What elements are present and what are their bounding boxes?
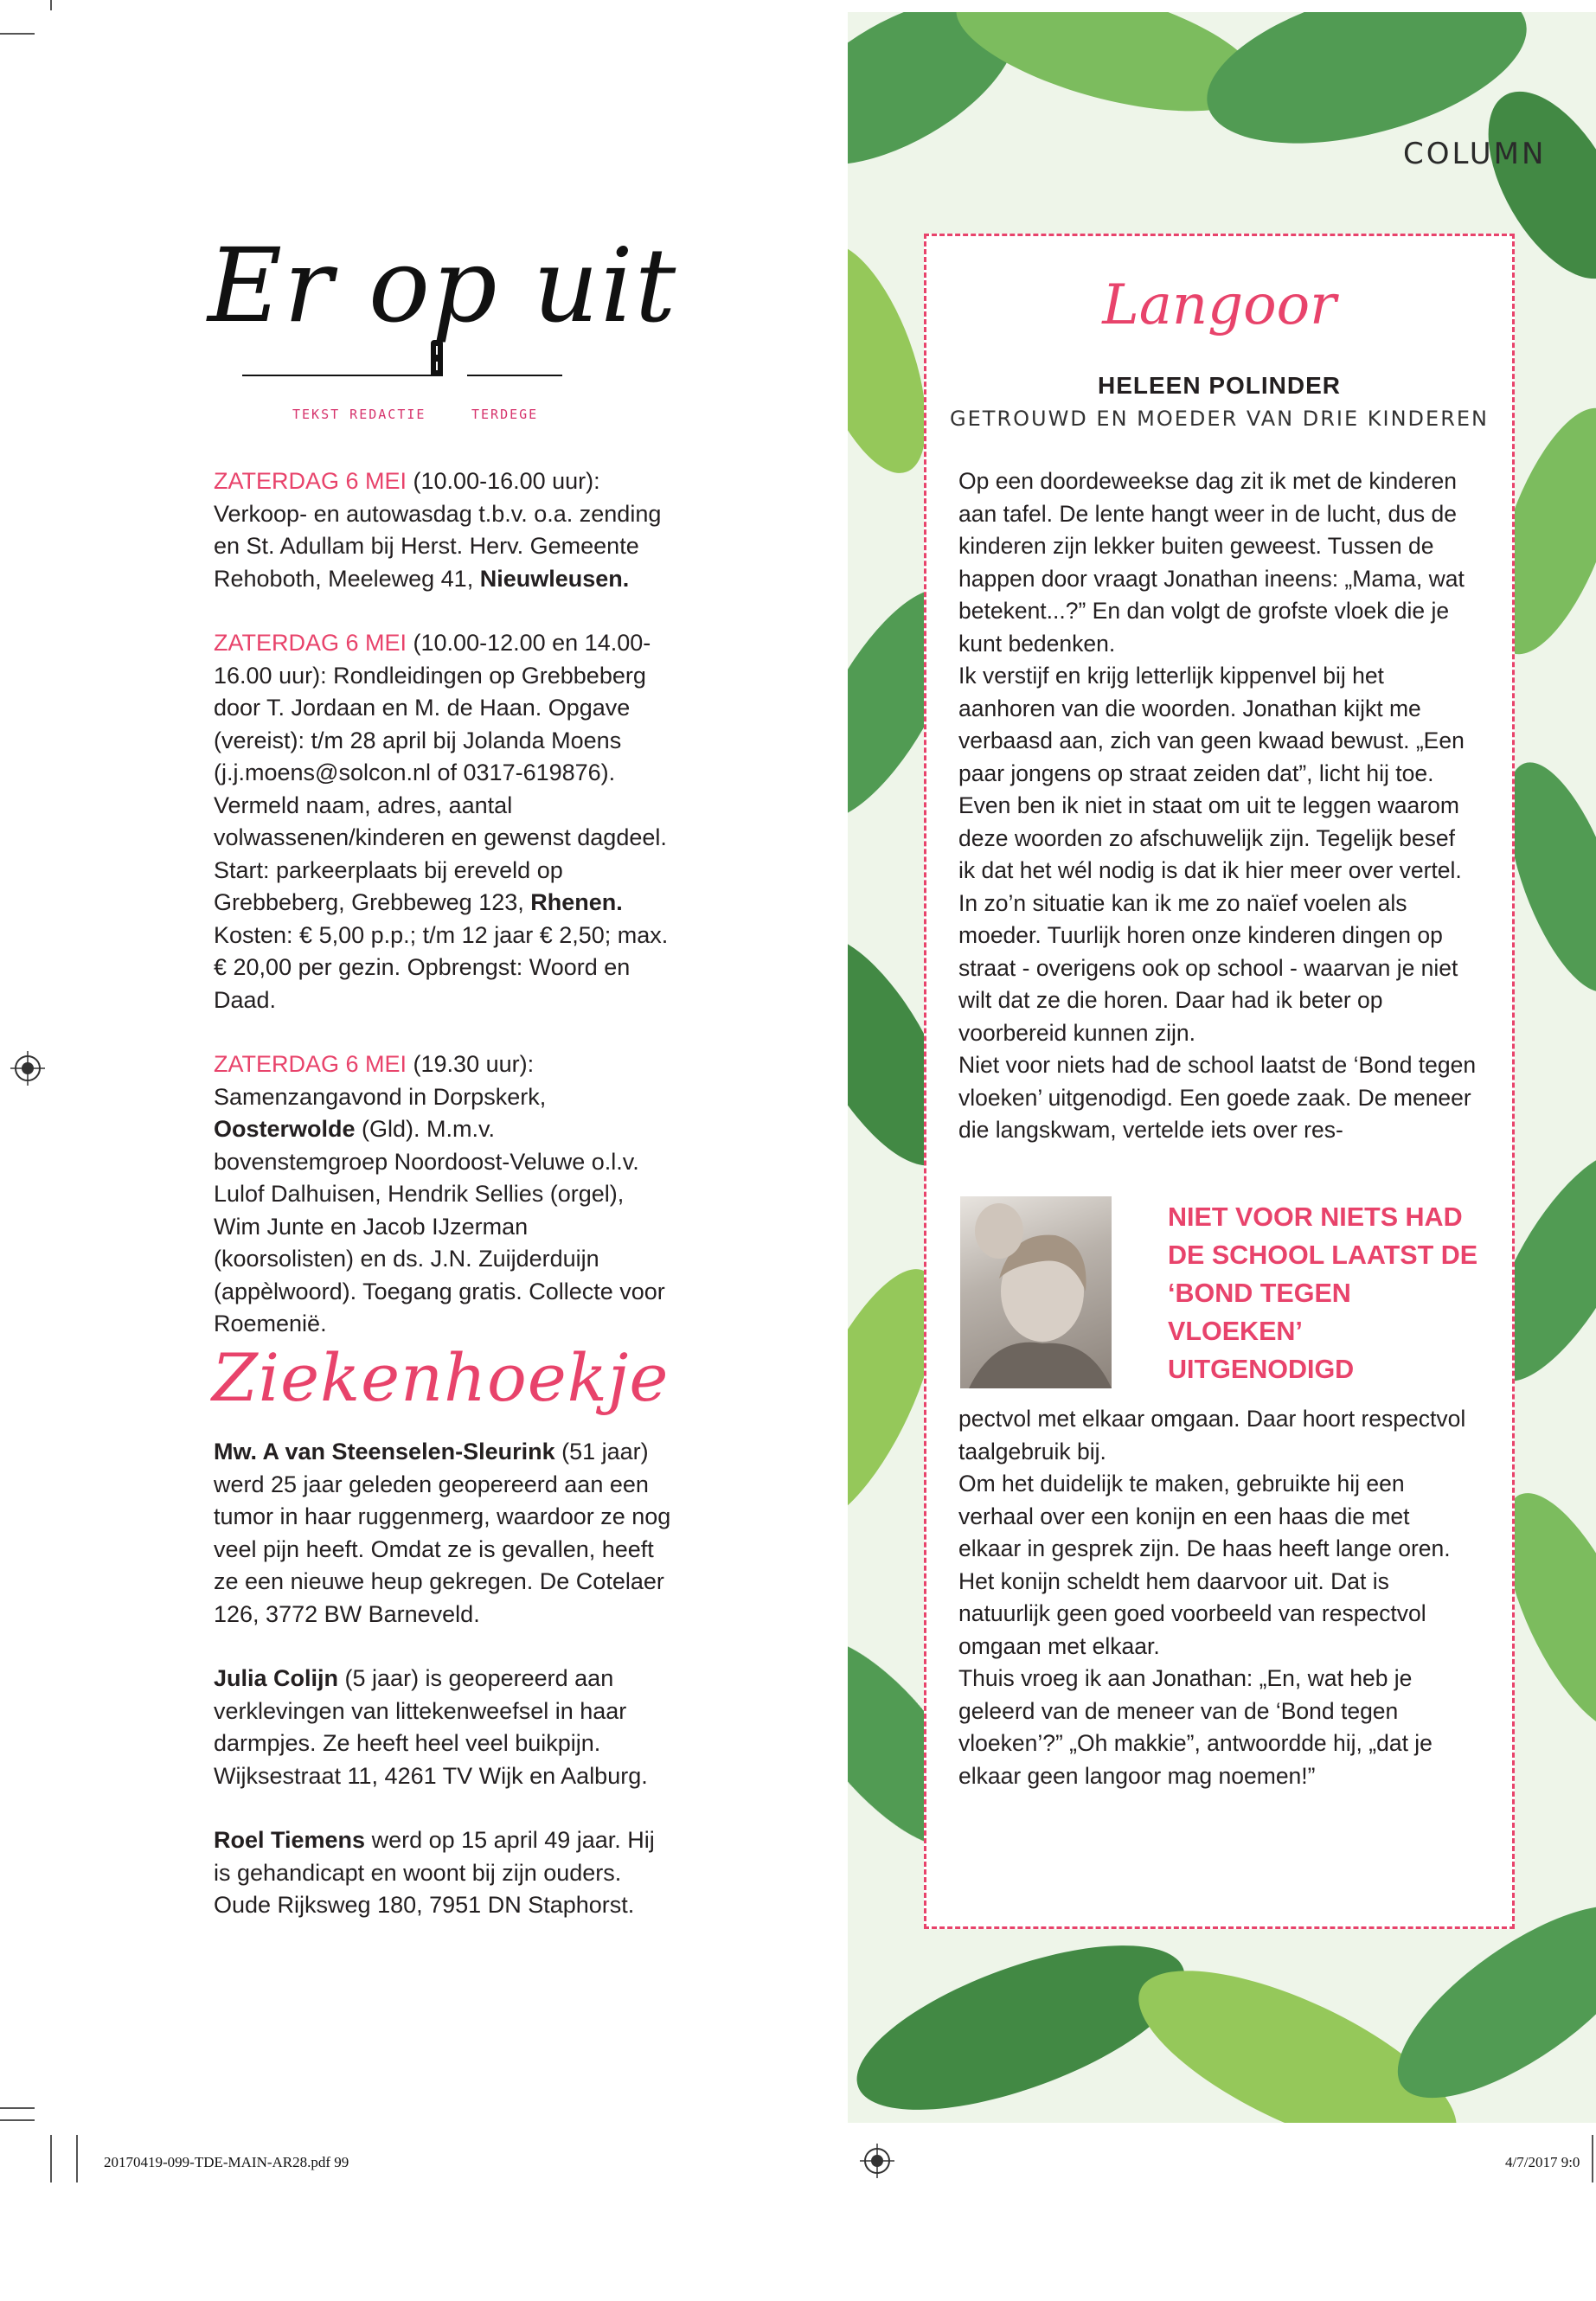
patient-item xyxy=(214,1824,672,1922)
column-body-bottom xyxy=(958,1403,1477,1792)
event-place: Nieuwleusen. xyxy=(479,565,630,592)
crop-mark xyxy=(0,2107,35,2109)
event-item xyxy=(214,1048,672,1341)
patient-item xyxy=(214,1663,672,1792)
credit-right: TERDEGE xyxy=(471,407,539,422)
event-date: ZATERDAG 6 MEI xyxy=(214,630,407,656)
ziekenhoekje-list xyxy=(214,1436,672,1954)
event-tail: (Gld). M.m.v. bovenstemgroep Noordoost-Veluwe o.l.v. Lulof Dalhuisen, Hendrik Sellies (orgel), Wim Junte en Jacob IJzerman (koorsolisten) en ds. J.N. Zuijderduijn (appèlwoord). Toegang gratis. Collecte voor Roemenië. xyxy=(214,1116,665,1336)
patient-text: werd op 15 april 49 jaar. Hij is gehandicapt en woont bij zijn ouders. Oude Rijksweg 180, 7951 DN Staphorst. xyxy=(214,1827,655,1918)
er-op-uit-title: Er op uit xyxy=(208,226,678,345)
event-place: Oosterwolde xyxy=(214,1116,356,1142)
footer-file: 20170419-099-TDE-MAIN-AR28.pdf 99 xyxy=(104,2154,349,2170)
patient-text: (51 jaar) werd 25 jaar geleden geopereerd aan een tumor in haar ruggenmerg, waardoor ze nog veel pijn heeft. Omdat ze is gevallen, heeft ze een nieuwe heup gekregen. De Cotelaer 126, 3772 BW Barneveld. xyxy=(214,1439,671,1627)
column-body-top xyxy=(958,465,1477,1147)
column-label: COLUMN xyxy=(1403,137,1547,171)
crop-mark xyxy=(0,33,35,35)
author-photo xyxy=(960,1196,1112,1388)
credit-left: TEKST REDACTIE xyxy=(292,407,426,422)
crop-mark xyxy=(1592,2135,1593,2182)
patient-name: Julia Colijn xyxy=(214,1665,339,1691)
paragraph: Op een doordeweekse dag zit ik met de kinderen aan tafel. De lente hangt weer in de lucht, dus de kinderen zijn lekker buiten geweest. Tussen de happen door vraagt Jonathan ineens: „Mama, wat betekent...?” En dan volgt de grofste vloek die je kunt bedenken. xyxy=(958,468,1465,657)
patient-name: Mw. A van Steenselen-Sleurink xyxy=(214,1439,555,1465)
crop-mark xyxy=(50,2135,52,2182)
column-title: Langoor xyxy=(1102,273,1336,337)
pull-quote: NIET VOOR NIETS HAD DE SCHOOL LAATST DE ‘BOND TEGEN VLOEKEN’ UITGENODIGD xyxy=(1168,1202,1478,1384)
registration-mark-icon xyxy=(860,2144,894,2178)
paragraph: Ik verstijf en krijg letterlijk kippenvel bij het aanhoren van die woorden. Jonathan kijkt me verbaasd aan, zich van geen kwaad bewust. „Een paar jongens op straat zeiden dat”, licht hij toe. Even ben ik niet in staat om uit te leggen waarom deze woorden zo afschuwelijk zijn. Tegelijk besef ik dat het wél nodig is dat ik hier meer over vertel. xyxy=(958,663,1465,883)
portrait-icon xyxy=(960,1196,1112,1388)
ziekenhoekje-title: Ziekenhoekje xyxy=(212,1339,670,1416)
crop-mark xyxy=(50,0,52,10)
event-item xyxy=(214,465,672,595)
crop-mark xyxy=(76,2135,78,2182)
author-subtitle: GETROUWD EN MOEDER VAN DRIE KINDEREN xyxy=(950,407,1489,431)
event-item xyxy=(214,627,672,1016)
footer-date: 4/7/2017 9:0 xyxy=(1505,2154,1580,2170)
crop-mark xyxy=(0,2119,35,2121)
event-date: ZATERDAG 6 MEI xyxy=(214,468,407,494)
author-name: HELEEN POLINDER xyxy=(1097,372,1342,399)
events-list xyxy=(214,465,672,1373)
paragraph: Om het duidelijk te maken, gebruikte hij een verhaal over een konijn en een haas die met elkaar in gesprek zijn. De haas heeft lange oren. Het konijn scheldt hem daarvoor uit. Dat is natuurlijk geen goed voorbeeld van respectvol omgaan met elkaar. xyxy=(958,1471,1451,1659)
registration-mark-icon xyxy=(10,1051,45,1086)
event-date: ZATERDAG 6 MEI xyxy=(214,1051,407,1077)
event-text: (10.00-12.00 en 14.00-16.00 uur): Rondleidingen op Grebbeberg door T. Jordaan en M. de Haan. Opgave (vereist): t/m 28 april bij Jolanda Moens (j.j.moens@solcon.nl of 0317-619876). Vermeld naam, adres, aantal volwassenen/kinderen en gewenst dagdeel. Start: parkeerplaats bij ereveld op Grebbeberg, Grebbeweg 123, xyxy=(214,630,667,915)
patient-name: Roel Tiemens xyxy=(214,1827,366,1853)
event-tail: Kosten: € 5,00 p.p.; t/m 12 jaar € 2,50; max. € 20,00 per gezin. Opbrengst: Woord en Daad. xyxy=(214,921,669,1013)
paragraph: In zo’n situatie kan ik me zo naïef voelen als moeder. Tuurlijk horen onze kinderen dingen op straat - overigens ook op school - waarvan je niet wilt dat ze die horen. Daar had ik beter op voorbereid kunnen zijn. xyxy=(958,889,1458,1046)
paragraph: pectvol met elkaar omgaan. Daar hoort respectvol taalgebruik bij. xyxy=(958,1406,1466,1465)
er-op-uit-heading xyxy=(208,221,692,376)
paragraph: Thuis vroeg ik aan Jonathan: „En, wat heb je geleerd van de meneer van de ‘Bond tegen vloeken’?” „Oh makkie”, antwoordde hij, „dat je elkaar geen langoor mag noemen!” xyxy=(958,1665,1433,1789)
event-text: (10.00-16.00 uur): Verkoop- en autowasdag t.b.v. o.a. zending en St. Adullam bij Herst. Herv. Gemeente Rehoboth, Meeleweg 41, xyxy=(214,468,662,592)
event-place: Rhenen. xyxy=(530,889,623,915)
paragraph: Niet voor niets had de school laatst de ‘Bond tegen vloeken’ uitgenodigd. Een goede zaak. De meneer die langskwam, vertelde iets over res- xyxy=(958,1052,1477,1143)
patient-item xyxy=(214,1436,672,1631)
event-text: (19.30 uur): Samenzangavond in Dorpskerk, xyxy=(214,1051,547,1110)
patient-text: (5 jaar) is geopereerd aan verklevingen van littekenweefsel in haar darmpjes. Ze heeft heel veel buikpijn. Wijksestraat 11, 4261 TV Wijk en Aalburg. xyxy=(214,1665,648,1789)
